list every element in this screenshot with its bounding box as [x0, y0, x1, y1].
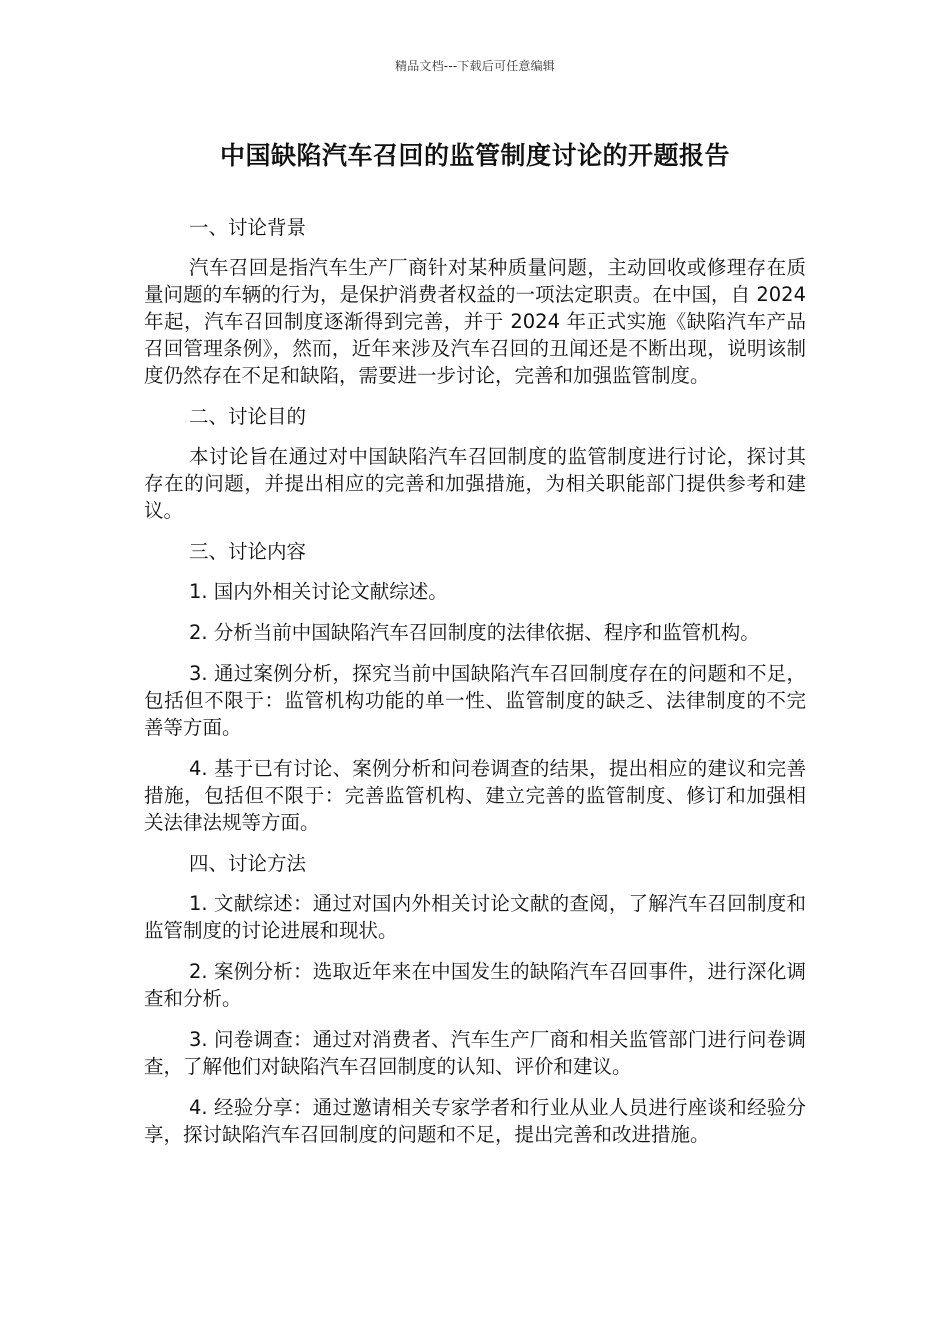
section-heading-background: 一、讨论背景 [189, 216, 307, 239]
method-item-1: 1. 文献综述：通过对国内外相关讨论文献的查阅，了解汽车召回制度和监管制度的讨论进展和现状。 [144, 892, 806, 942]
method-item-3: 3. 问卷调查：通过对消费者、汽车生产厂商和相关监管部门进行问卷调查，了解他们对缺陷汽车召回制度的认知、评价和建议。 [144, 1028, 806, 1078]
document-title: 中国缺陷汽车召回的监管制度讨论的开题报告 [219, 141, 730, 170]
document-body [144, 214, 806, 1162]
content-item-3: 3. 通过案例分析，探究当前中国缺陷汽车召回制度存在的问题和不足，包括但不限于：监管机构功能的单一性、监管制度的缺乏、法律制度的不完善等方面。 [144, 662, 806, 739]
content-item-2: 2. 分析当前中国缺陷汽车召回制度的法律依据、程序和监管机构。 [189, 621, 760, 644]
content-item-1: 1. 国内外相关讨论文献综述。 [189, 580, 448, 603]
section-heading-content: 三、讨论内容 [189, 540, 307, 563]
paragraph-purpose: 本讨论旨在通过对中国缺陷汽车召回制度的监管制度进行讨论，探讨其存在的问题，并提出相应的完善和加强措施，为相关职能部门提供参考和建议。 [144, 445, 806, 522]
method-item-4: 4. 经验分享：通过邀请相关专家学者和行业从业人员进行座谈和经验分享，探讨缺陷汽车召回制度的问题和不足，提出完善和改进措施。 [144, 1096, 806, 1146]
content-item-4: 4. 基于已有讨论、案例分析和问卷调查的结果，提出相应的建议和完善措施，包括但不限于：完善监管机构、建立完善的监管制度、修订和加强相关法律法规等方面。 [144, 757, 806, 834]
paragraph-background: 汽车召回是指汽车生产厂商针对某种质量问题，主动回收或修理存在质量问题的车辆的行为，是保护消费者权益的一项法定职责。在中国，自 2024 年起，汽车召回制度逐渐得到完善，并于 2024 年正式实施《缺陷汽车产品召回管理条例》，然而，近年来涉及汽车召回的丑闻还是不断出现，说明该制度仍然存在不足和缺陷，需要进一步讨论，完善和加强监管制度。 [144, 256, 806, 387]
section-heading-methods: 四、讨论方法 [189, 852, 307, 875]
section-heading-purpose: 二、讨论目的 [189, 405, 307, 428]
header-note: 精品文档---下载后可任意编辑 [395, 59, 555, 73]
method-item-2: 2. 案例分析：选取近年来在中国发生的缺陷汽车召回事件，进行深化调查和分析。 [144, 960, 806, 1010]
